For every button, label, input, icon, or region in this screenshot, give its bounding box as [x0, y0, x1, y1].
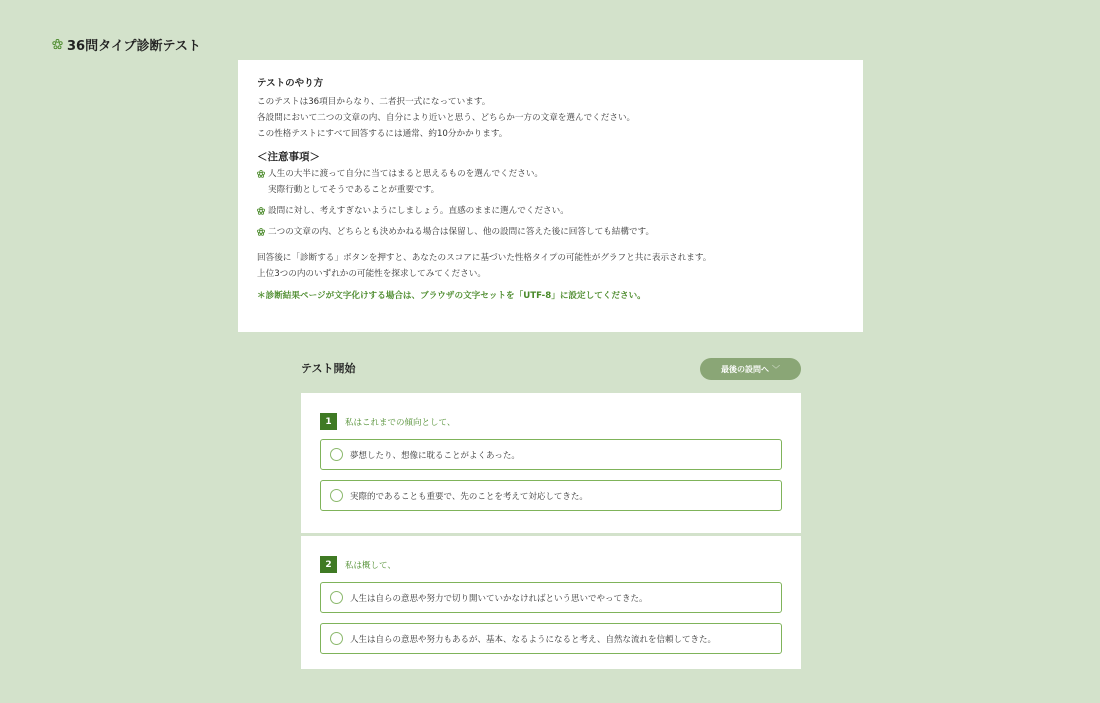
note-item	[257, 166, 844, 182]
answer-option-2b[interactable]	[320, 623, 782, 654]
site-title	[52, 35, 201, 54]
instructions-heading: テストのやり方	[257, 78, 324, 89]
note-item	[257, 203, 844, 219]
answer-text: 人生は自らの意思や努力もあるが、基本、なるようになると考え、自然な流れを信頼してきた。	[350, 634, 717, 645]
note-item	[257, 224, 844, 240]
question-text: 私は概して、	[345, 560, 396, 571]
answer-text: 人生は自らの意思や努力で切り開いていかなければという思いでやってきた。	[350, 593, 648, 604]
site-title-text: 36問タイプ診断テスト	[67, 39, 201, 54]
question-header	[320, 556, 782, 573]
note-subtext: 実際行動としてそうであることが重要です。	[268, 185, 440, 195]
question-number: 2	[320, 556, 337, 573]
instructions-line: このテストは36項目からなり、二者択一式になっています。	[257, 97, 491, 107]
charset-warning: ＊診断結果ページが文字化けする場合は、ブラウザの文字セットを「UTF-8」に設定してください。	[257, 291, 646, 301]
result-line: 回答後に「診断する」ボタンを押すと、あなたのスコアに基づいた性格タイプの可能性がグラフと共に表示されます。	[257, 253, 712, 263]
last-question-label: 最後の設問へ	[721, 364, 769, 374]
question-card-2	[301, 536, 801, 669]
answer-text: 夢想したり、想像に耽ることがよくあった。	[350, 450, 520, 461]
notes-title: ＜注意事項＞	[257, 151, 320, 163]
radio-button[interactable]	[330, 489, 343, 502]
answer-option-2a[interactable]	[320, 582, 782, 613]
result-line: 上位3つの内のいずれかの可能性を探求してみてください。	[257, 269, 486, 279]
radio-button[interactable]	[330, 591, 343, 604]
instructions-line: この性格テストにすべて回答するには通常、約10分かかります。	[257, 129, 508, 139]
flower-icon	[52, 39, 63, 50]
question-text: 私はこれまでの傾向として、	[345, 417, 456, 428]
note-text: 人生の大半に渡って自分に当てはまると思えるものを選んでください。	[268, 169, 544, 179]
chevron-down-icon: ﹀	[772, 364, 780, 374]
flower-bullet-icon	[257, 170, 265, 178]
test-start-heading: テスト開始	[301, 362, 356, 375]
note-text: 設問に対し、考えすぎないようにしましょう。直感のままに選んでください。	[268, 206, 569, 216]
question-card-1	[301, 393, 801, 533]
answer-option-1a[interactable]	[320, 439, 782, 470]
question-header	[320, 413, 782, 430]
answer-text: 実際的であることも重要で、先のことを考えて対応してきた。	[350, 491, 588, 502]
instructions-line: 各設問において二つの文章の内、自分により近いと思う、どちらか一方の文章を選んでください。	[257, 113, 636, 123]
flower-bullet-icon	[257, 207, 265, 215]
instructions-panel	[238, 60, 863, 332]
question-number: 1	[320, 413, 337, 430]
answer-option-1b[interactable]	[320, 480, 782, 511]
radio-button[interactable]	[330, 632, 343, 645]
radio-button[interactable]	[330, 448, 343, 461]
flower-bullet-icon	[257, 228, 265, 236]
note-text: 二つの文章の内、どちらとも決めかねる場合は保留し、他の設問に答えた後に回答しても結構です。	[268, 227, 655, 237]
last-question-button[interactable]	[700, 358, 801, 380]
